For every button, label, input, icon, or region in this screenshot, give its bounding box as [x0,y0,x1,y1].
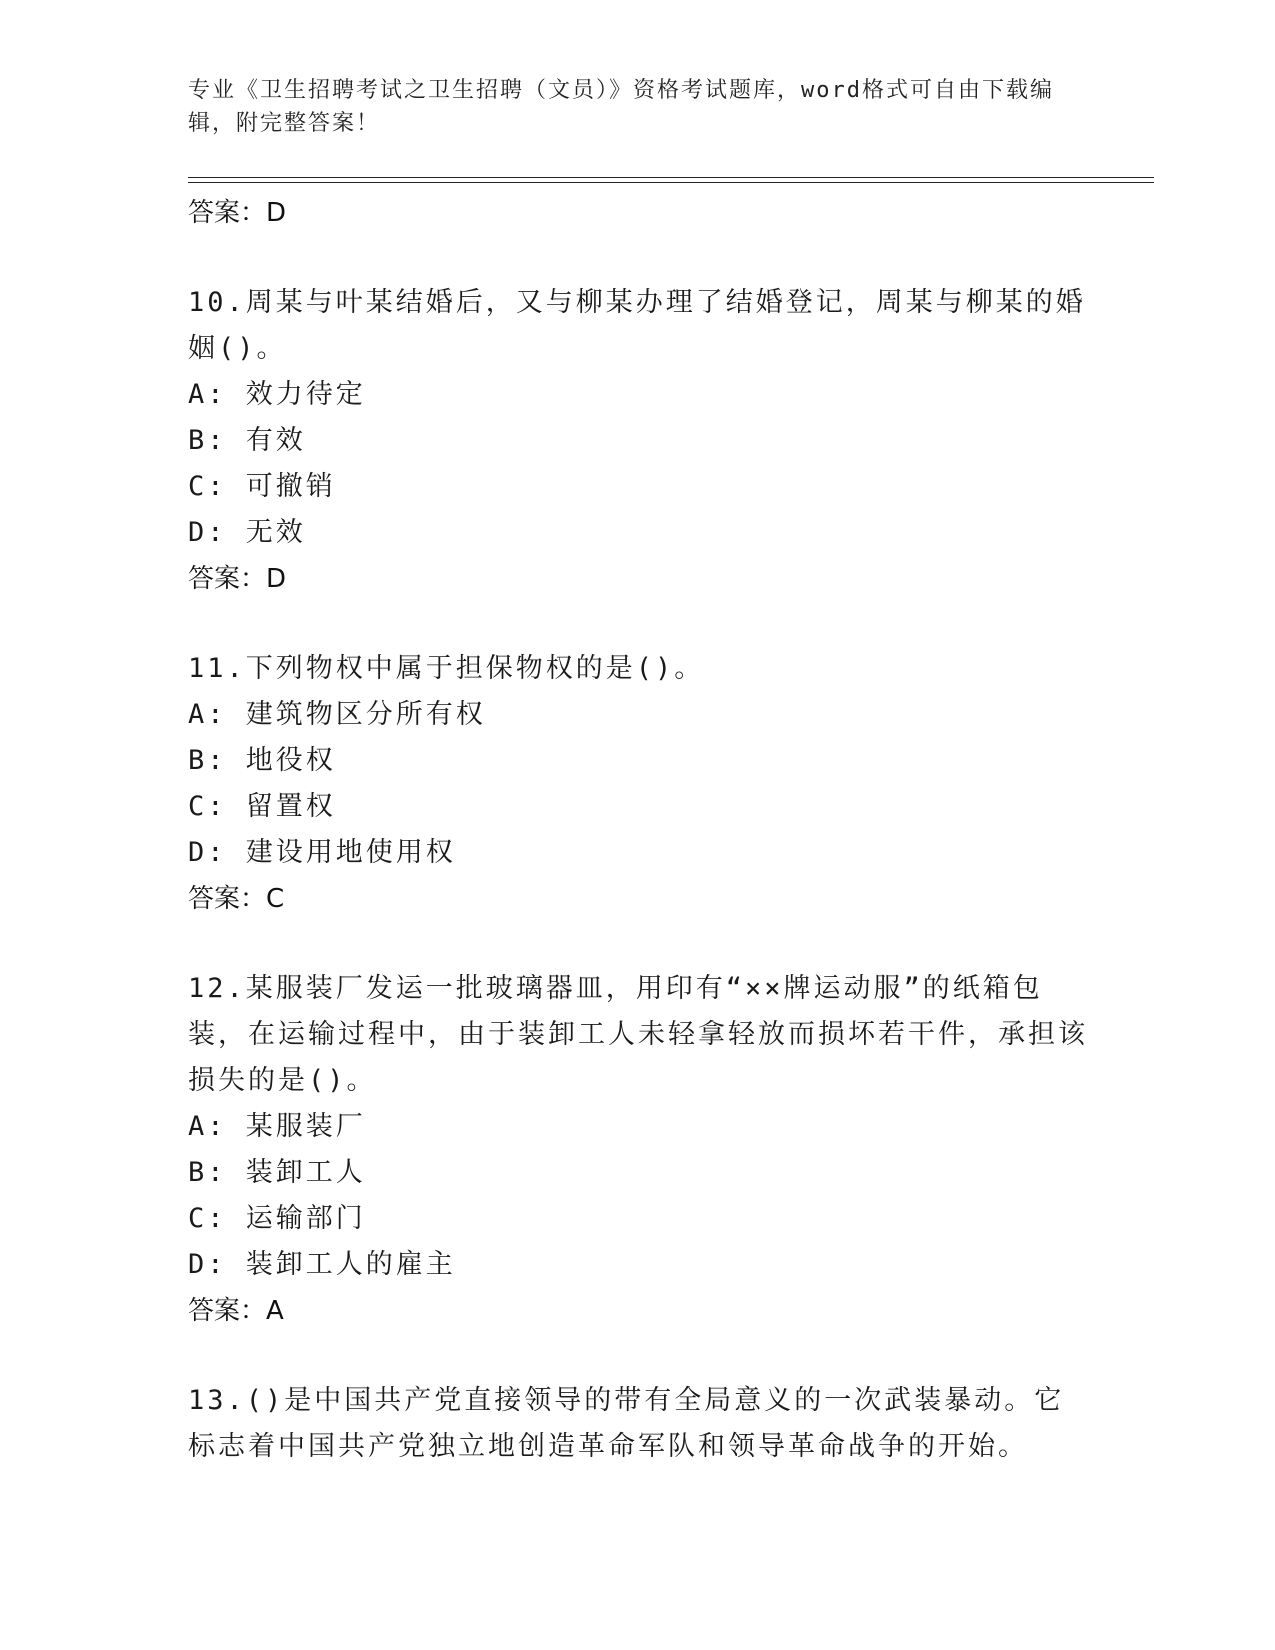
answer-line: 答案：C [188,884,285,914]
question-text: 12.某服装厂发运一批玻璃器皿，用印有“××牌运动服”的纸箱包装，在运输过程中，由于装卸工人未轻拿轻放而损坏若干件，承担该损失的是()。 [188,973,1088,1096]
option-b: B: 装卸工人 [188,1157,366,1188]
option-c: C: 运输部门 [188,1203,366,1234]
option-d: D: 无效 [188,517,306,548]
header-rule-top [188,177,1154,178]
document-header: 专业《卫生招聘考试之卫生招聘（文员）》资格考试题库，word格式可自由下载编辑，附完整答案！ [188,78,1054,136]
option-d: D: 建设用地使用权 [188,837,456,868]
option-a: A: 效力待定 [188,379,366,410]
answer-line: 答案：D [188,564,287,594]
answer-line: 答案：A [188,1296,284,1326]
header-rule-bottom [188,182,1154,183]
question-list [188,190,1088,1470]
answer-line: 答案：D [188,198,287,228]
option-d: D: 装卸工人的雇主 [188,1249,456,1280]
option-c: C: 留置权 [188,791,336,822]
option-c: C: 可撤销 [188,471,336,502]
option-b: B: 有效 [188,425,306,456]
question-text: 10.周某与叶某结婚后，又与柳某办理了结婚登记，周某与柳某的婚姻()。 [188,287,1086,364]
question-text: 13.()是中国共产党直接领导的带有全局意义的一次武装暴动。它标志着中国共产党独立地创造革命军队和领导革命战争的开始。 [188,1385,1065,1462]
option-a: A: 建筑物区分所有权 [188,699,486,730]
option-b: B: 地役权 [188,745,336,776]
question-text: 11.下列物权中属于担保物权的是()。 [188,653,705,684]
option-a: A: 某服装厂 [188,1111,366,1142]
